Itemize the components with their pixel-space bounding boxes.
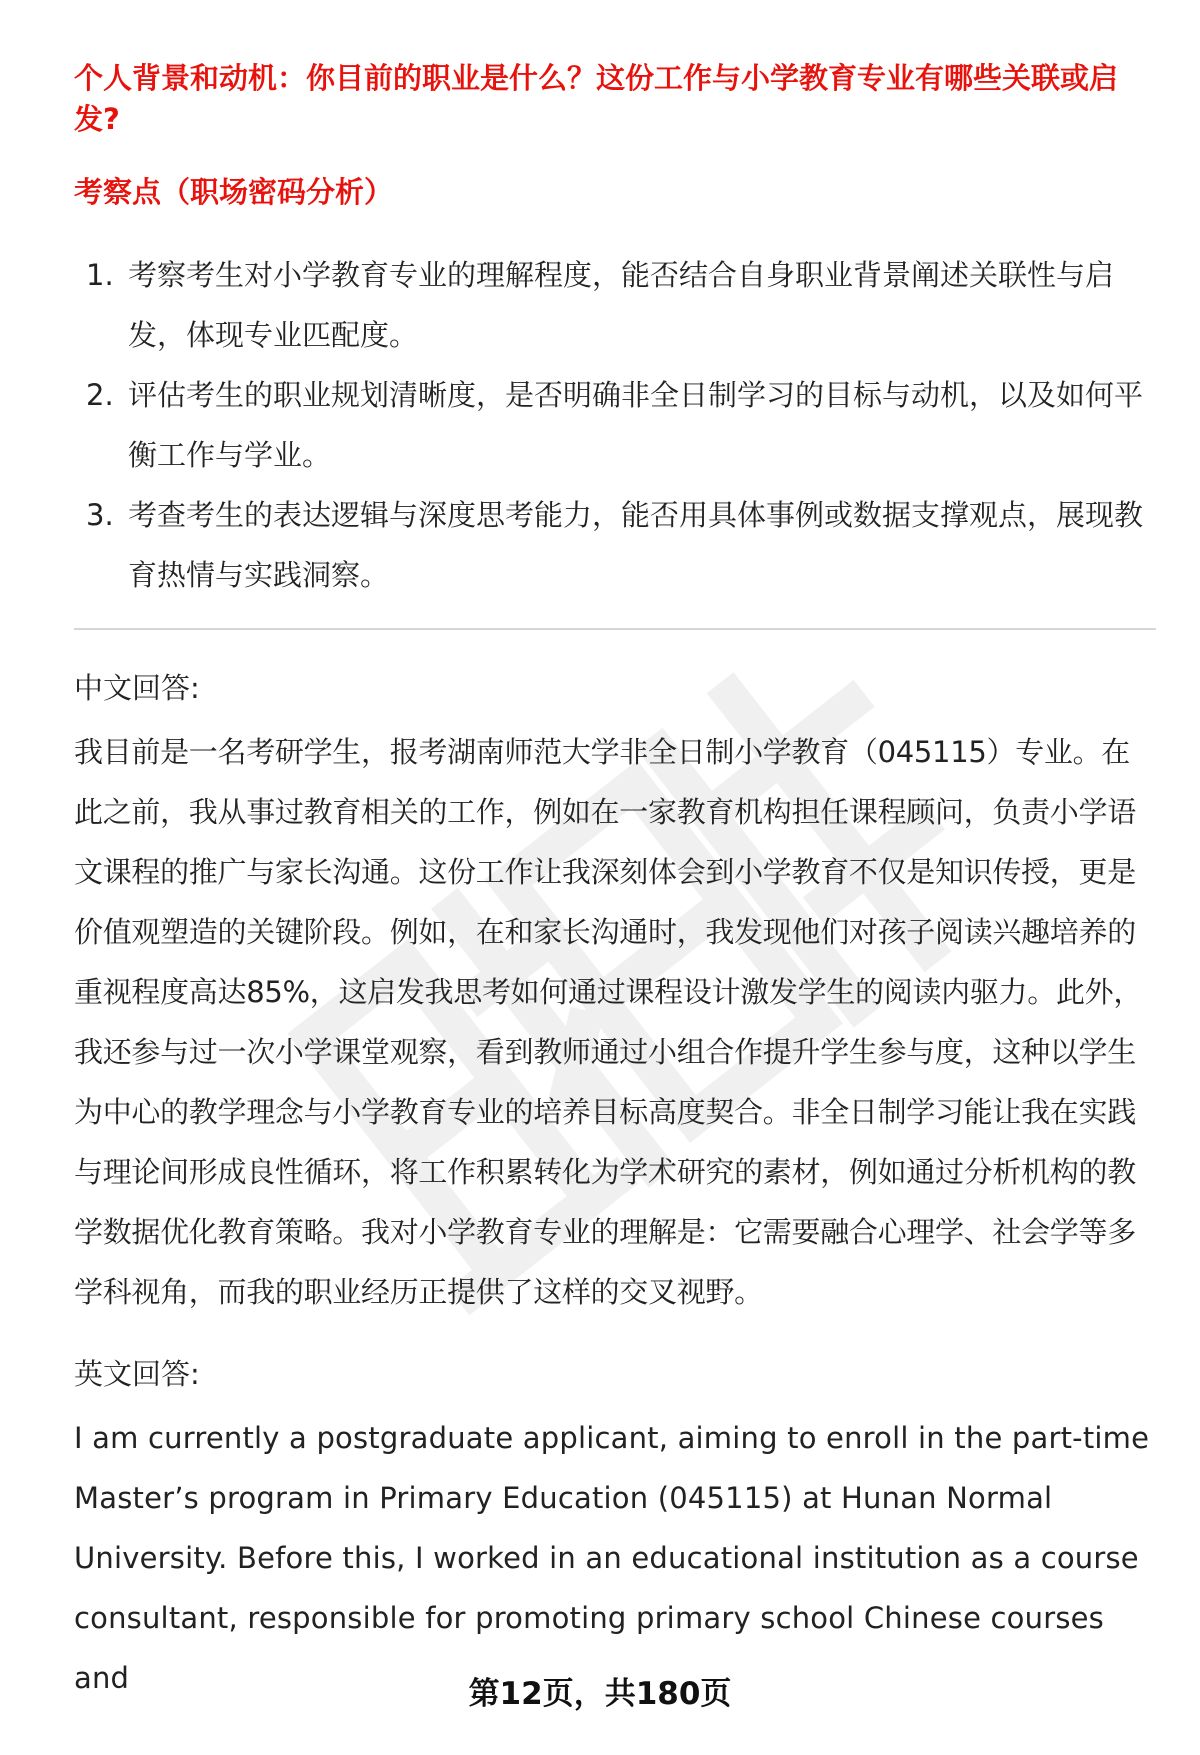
chinese-answer-text: 我目前是一名考研学生，报考湖南师范大学非全日制小学教育（045115）专业。在此之前，我从事过教育相关的工作，例如在一家教育机构担任课程顾问，负责小学语文课程的推广与家长沟通。这份工作让我深刻体会到小学教育不仅是知识传授，更是价值观塑造的关键阶段。例如，在和家长沟通时，我发现他们对孩子阅读兴趣培养的重视程度高达85%，这启发我思考如何通过课程设计激发学生的阅读内驱力。此外，我还参与过一次小学课堂观察，看到教师通过小组合作提升学生参与度，这种以学生为中心的教学理念与小学教育专业的培养目标高度契合。非全日制学习能让我在实践与理论间形成良性循环，将工作积累转化为学术研究的素材，例如通过分析机构的教学数据优化教育策略。我对小学教育专业的理解是：它需要融合心理学、社会学等多学科视角，而我的职业经历正提供了这样的交叉视野。	[74, 735, 1143, 1309]
english-answer-text: I am currently a postgraduate applicant, aiming to enroll in the part-time Master’s program in Primary Education (045115) at Hunan Normal University. Before this, I worked in an educational institution as a course consultant, responsible for promoting primary school Chinese courses and	[74, 1421, 1150, 1695]
focus-points-list	[74, 245, 1154, 605]
section-divider	[74, 628, 1156, 630]
english-answer-label: 英文回答:	[74, 1357, 200, 1391]
list-item	[74, 485, 1154, 605]
list-item	[74, 245, 1154, 365]
list-item-number: 3.	[86, 498, 114, 532]
page-number-footer: 第12页，共180页	[468, 1676, 732, 1712]
list-item	[74, 365, 1154, 485]
list-item-text: 考察考生对小学教育专业的理解程度，能否结合自身职业背景阐述关联性与启发，体现专业匹配度。	[128, 258, 1115, 352]
list-item-text: 考查考生的表达逻辑与深度思考能力，能否用具体事例或数据支撑观点，展现教育热情与实践洞察。	[128, 498, 1144, 592]
list-item-number: 1.	[86, 258, 114, 292]
question-heading: 个人背景和动机：你目前的职业是什么？这份工作与小学教育专业有哪些关联或启发?	[74, 61, 1119, 136]
focus-points-title: 考察点（职场密码分析）	[74, 175, 394, 209]
chinese-answer-label: 中文回答:	[74, 671, 200, 705]
list-item-text: 评估考生的职业规划清晰度，是否明确非全日制学习的目标与动机，以及如何平衡工作与学业。	[128, 378, 1144, 472]
list-item-number: 2.	[86, 378, 114, 412]
